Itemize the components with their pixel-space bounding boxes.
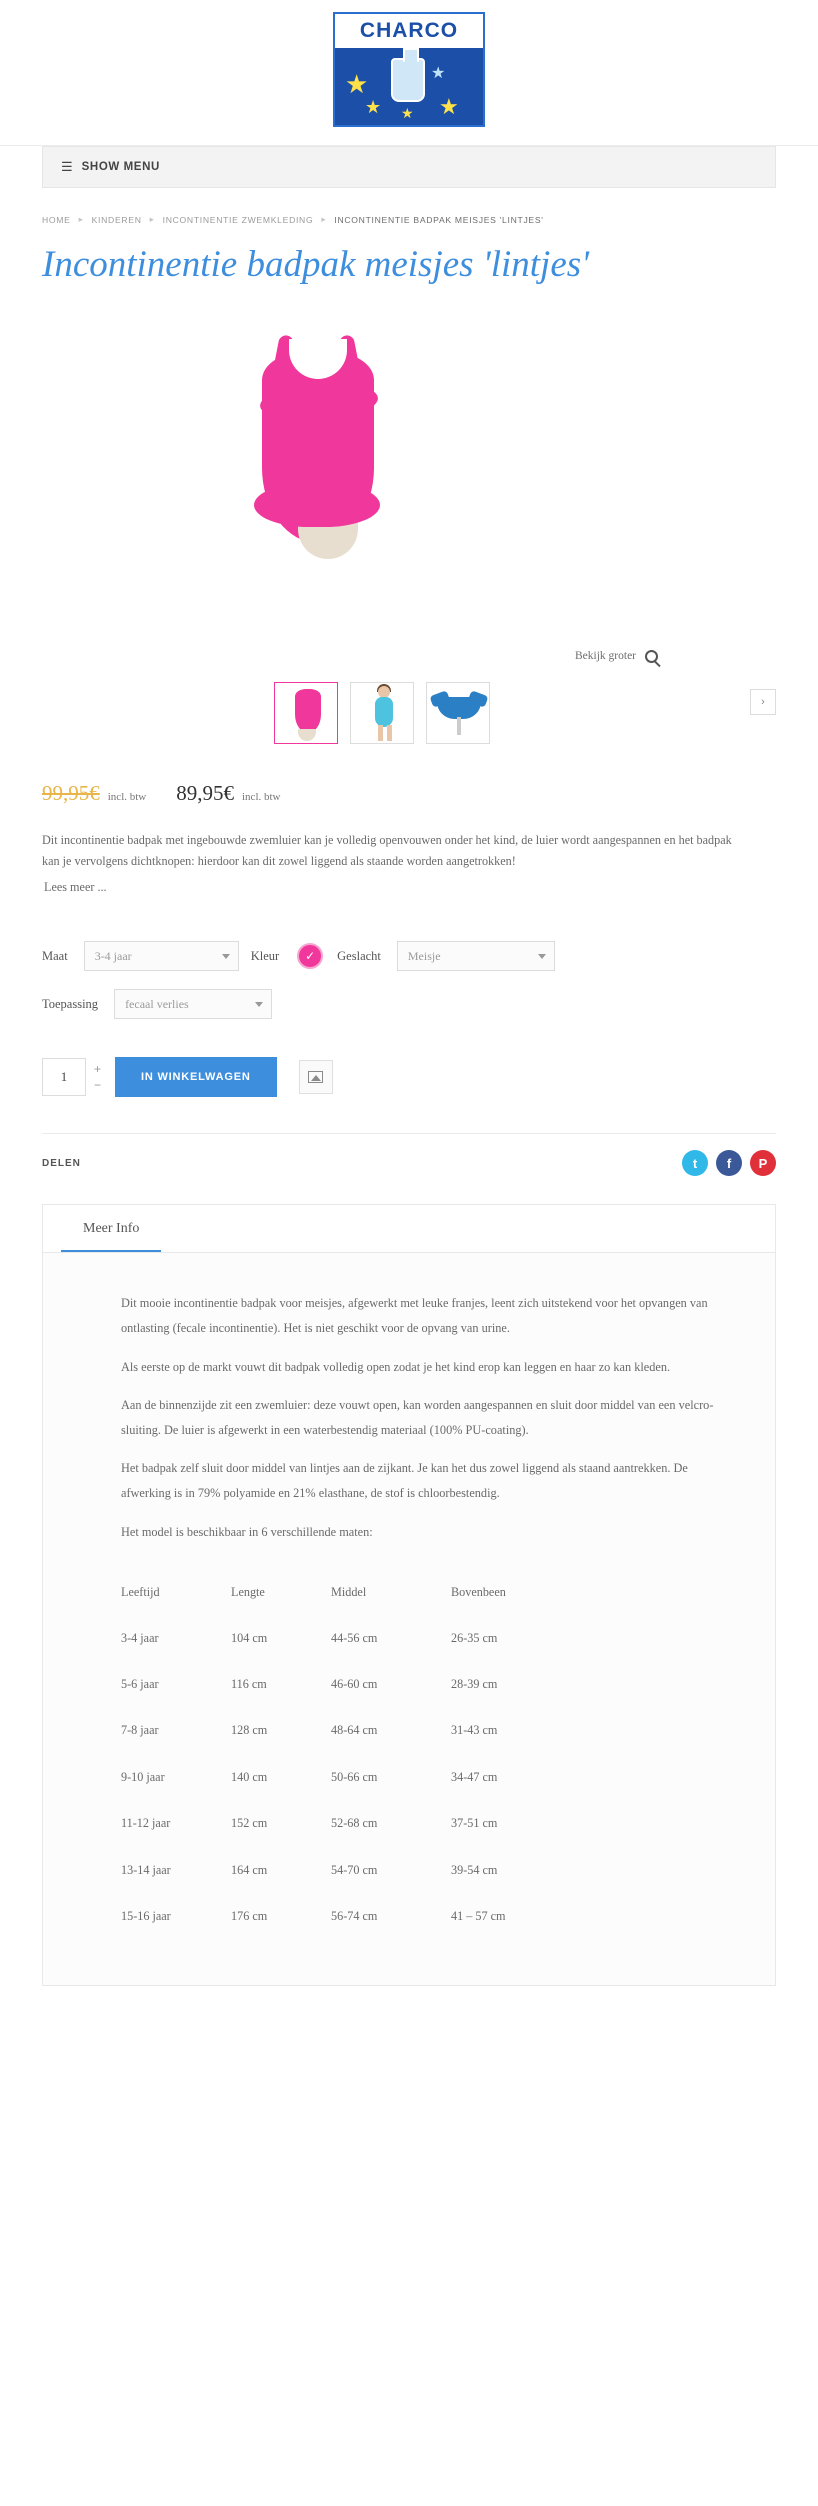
show-menu-label: SHOW MENU <box>81 161 160 173</box>
thumbnail-swimsuit-icon <box>295 689 321 733</box>
cell-leeftijd: 15-16 jaar <box>121 1908 171 1923</box>
cell-leeftijd: 5-6 jaar <box>121 1676 159 1691</box>
pinterest-icon[interactable]: P <box>750 1150 776 1176</box>
show-menu-bar[interactable] <box>42 146 776 188</box>
table-row <box>121 1800 551 1846</box>
read-more-link[interactable]: Lees meer ... <box>44 880 107 895</box>
share-label: DELEN <box>42 1157 81 1169</box>
tab-content-meer-info <box>43 1253 775 1985</box>
cell-bovenbeen: 37-51 cm <box>451 1816 498 1831</box>
info-paragraph: Het badpak zelf sluit door middel van lintjes aan de zijkant. Je kan het dus zowel liggend als staand aantrekken. De afwerking is in 79% polyamide en 21% elasthane, de stof is chloorbestendig. <box>121 1461 688 1500</box>
table-row <box>121 1847 551 1893</box>
breadcrumb-item-current: INCONTINENTIE BADPAK MEISJES 'LINTJES' <box>334 214 544 225</box>
thumbnail-model-leg <box>378 725 383 741</box>
cell-middel: 54-70 cm <box>331 1862 378 1877</box>
old-price-vat-label: incl. btw <box>107 790 147 803</box>
thumbnail-2[interactable] <box>350 682 414 744</box>
add-to-cart-button[interactable]: IN WINKELWAGEN <box>115 1057 277 1097</box>
cell-middel: 44-56 cm <box>331 1630 378 1645</box>
table-row <box>121 1661 551 1707</box>
tab-meer-info[interactable]: Meer Info <box>61 1205 161 1252</box>
twitter-icon[interactable]: t <box>682 1150 708 1176</box>
column-header-leeftijd: Leeftijd <box>121 1585 160 1600</box>
quantity-stepper <box>94 1061 101 1093</box>
share-row <box>42 1134 776 1192</box>
info-paragraph: Dit mooie incontinentie badpak voor meisjes, afgewerkt met leuke franjes, leent zich uitstekend voor het opvangen van ontlasting (fecale incontinentie). Het is niet geschikt voor de opvang van urine. <box>121 1296 708 1335</box>
site-logo[interactable] <box>333 12 485 127</box>
table-header-row <box>121 1570 551 1614</box>
cell-lengte: 140 cm <box>231 1769 268 1784</box>
thumbnail-list <box>274 682 490 744</box>
breadcrumb-item-home[interactable]: HOME <box>42 214 71 225</box>
thumbnail-model-body <box>375 697 393 727</box>
table-row <box>121 1893 551 1939</box>
breadcrumb-separator: ▸ <box>149 214 155 224</box>
star-icon: ★ <box>439 94 459 119</box>
cell-middel: 50-66 cm <box>331 1769 378 1784</box>
cell-bovenbeen: 41 – 57 cm <box>451 1908 506 1923</box>
gender-select[interactable] <box>397 941 555 971</box>
cell-lengte: 104 cm <box>231 1630 268 1645</box>
page-title: Incontinentie badpak meisjes 'lintjes' <box>42 244 590 285</box>
cell-middel: 46-60 cm <box>331 1676 378 1691</box>
breadcrumb-item-kinderen[interactable]: KINDEREN <box>91 214 142 225</box>
table-row <box>121 1615 551 1661</box>
breadcrumb-item-zwemkleding[interactable]: INCONTINENTIE ZWEMKLEDING <box>162 214 314 225</box>
usage-select-wrap <box>114 989 272 1019</box>
usage-label: Toepassing <box>42 996 99 1011</box>
gender-label: Geslacht <box>337 948 381 963</box>
info-paragraph: Als eerste op de markt vouwt dit badpak volledig open zodat je het kind erop kan leggen en haar zo kan kleden. <box>121 1359 671 1374</box>
quantity-input[interactable]: 1 <box>42 1058 86 1096</box>
cell-leeftijd: 13-14 jaar <box>121 1862 171 1877</box>
logo-text: CHARCO <box>359 19 459 42</box>
thumbnail-model-leg <box>387 725 392 741</box>
product-image[interactable] <box>232 333 407 598</box>
star-icon: ★ <box>431 65 446 82</box>
thumbnail-model-head <box>378 686 390 698</box>
attribute-row-primary <box>42 941 776 971</box>
logo-wordmark-area <box>335 14 483 48</box>
product-tabs <box>42 1204 776 1986</box>
thumbnail-stand-icon <box>457 717 461 735</box>
breadcrumb-separator: ▸ <box>321 214 327 224</box>
thumbnail-carousel <box>42 681 776 745</box>
cell-lengte: 176 cm <box>231 1908 268 1923</box>
cell-lengte: 116 cm <box>231 1676 267 1691</box>
size-label: Maat <box>42 948 68 963</box>
thumbnail-diaper-icon <box>437 697 481 719</box>
column-header-bovenbeen: Bovenbeen <box>451 1585 506 1600</box>
facebook-icon[interactable]: f <box>716 1150 742 1176</box>
breadcrumb <box>42 214 776 225</box>
current-price: 89,95€ <box>176 780 234 805</box>
info-paragraph: Aan de binnenzijde zit een zwemluier: deze vouwt open, kan worden aangespannen en sluit door middel van een velcro-sluiting. De luier is afgewerkt in een waterbestendig materiaal (100% PU-coating). <box>121 1398 714 1437</box>
column-header-lengte: Lengte <box>231 1585 265 1600</box>
star-icon: ★ <box>345 70 369 99</box>
magnifier-icon[interactable] <box>645 650 658 663</box>
current-price-vat-label: incl. btw <box>242 790 281 803</box>
usage-select[interactable] <box>114 989 272 1019</box>
cell-bovenbeen: 26-35 cm <box>451 1630 498 1645</box>
cell-leeftijd: 7-8 jaar <box>121 1723 159 1738</box>
product-image-area <box>42 333 776 663</box>
gender-select-wrap <box>397 941 555 971</box>
swimsuit-frill-bottom <box>254 483 380 527</box>
add-to-cart-row <box>42 1057 776 1097</box>
zoom-link[interactable] <box>575 650 658 663</box>
info-paragraph: Het model is beschikbaar in 6 verschillende maten: <box>121 1524 373 1539</box>
cell-lengte: 152 cm <box>231 1816 268 1831</box>
size-table <box>121 1570 551 1939</box>
cell-bovenbeen: 31-43 cm <box>451 1723 498 1738</box>
breadcrumb-separator: ▸ <box>78 214 84 224</box>
color-label: Kleur <box>250 948 280 963</box>
cell-lengte: 164 cm <box>231 1862 268 1877</box>
cell-middel: 52-68 cm <box>331 1816 378 1831</box>
cell-lengte: 128 cm <box>231 1723 268 1738</box>
old-price: 99,95€ <box>42 780 100 805</box>
cell-middel: 56-74 cm <box>331 1908 378 1923</box>
image-icon <box>308 1071 323 1083</box>
social-buttons <box>682 1150 776 1176</box>
cell-bovenbeen: 28-39 cm <box>451 1676 498 1691</box>
thumbnail-1[interactable] <box>274 682 338 744</box>
price-row <box>42 781 776 806</box>
thumbnail-3[interactable] <box>426 682 490 744</box>
logo-bar <box>0 0 818 146</box>
cell-leeftijd: 11-12 jaar <box>121 1816 171 1831</box>
hamburger-icon[interactable]: ☰ <box>61 159 73 174</box>
quantity-decrease-button[interactable]: − <box>94 1078 102 1093</box>
short-description: Dit incontinentie badpak met ingebouwde zwemluier kan je volledig openvouwen onder het kind, de luier wordt aangespannen en het badpak kan je vervolgens dichtknopen: hierdoor kan dit zowel liggend als staande worden aangetrokken! <box>42 832 732 868</box>
cell-bovenbeen: 39-54 cm <box>451 1862 498 1877</box>
cell-middel: 48-64 cm <box>331 1723 378 1738</box>
bottle-icon <box>391 58 425 102</box>
size-select[interactable] <box>84 941 239 971</box>
star-icon: ★ <box>365 97 382 117</box>
tab-bar <box>43 1205 775 1253</box>
color-swatch-roze[interactable]: ✓ <box>297 943 323 969</box>
thumbnail-next-button[interactable]: › <box>750 689 776 715</box>
cell-leeftijd: 3-4 jaar <box>121 1630 159 1645</box>
cell-bovenbeen: 34-47 cm <box>451 1769 498 1784</box>
star-icon: ★ <box>401 107 414 122</box>
cell-leeftijd: 9-10 jaar <box>121 1769 165 1784</box>
size-select-wrap <box>84 941 239 971</box>
attribute-row-secondary <box>42 989 776 1019</box>
quantity-increase-button[interactable]: + <box>94 1062 102 1077</box>
add-to-compare-button[interactable] <box>299 1060 333 1094</box>
zoom-label: Bekijk groter <box>575 650 636 663</box>
table-row <box>121 1754 551 1800</box>
column-header-middel: Middel <box>331 1585 367 1600</box>
table-row <box>121 1707 551 1753</box>
